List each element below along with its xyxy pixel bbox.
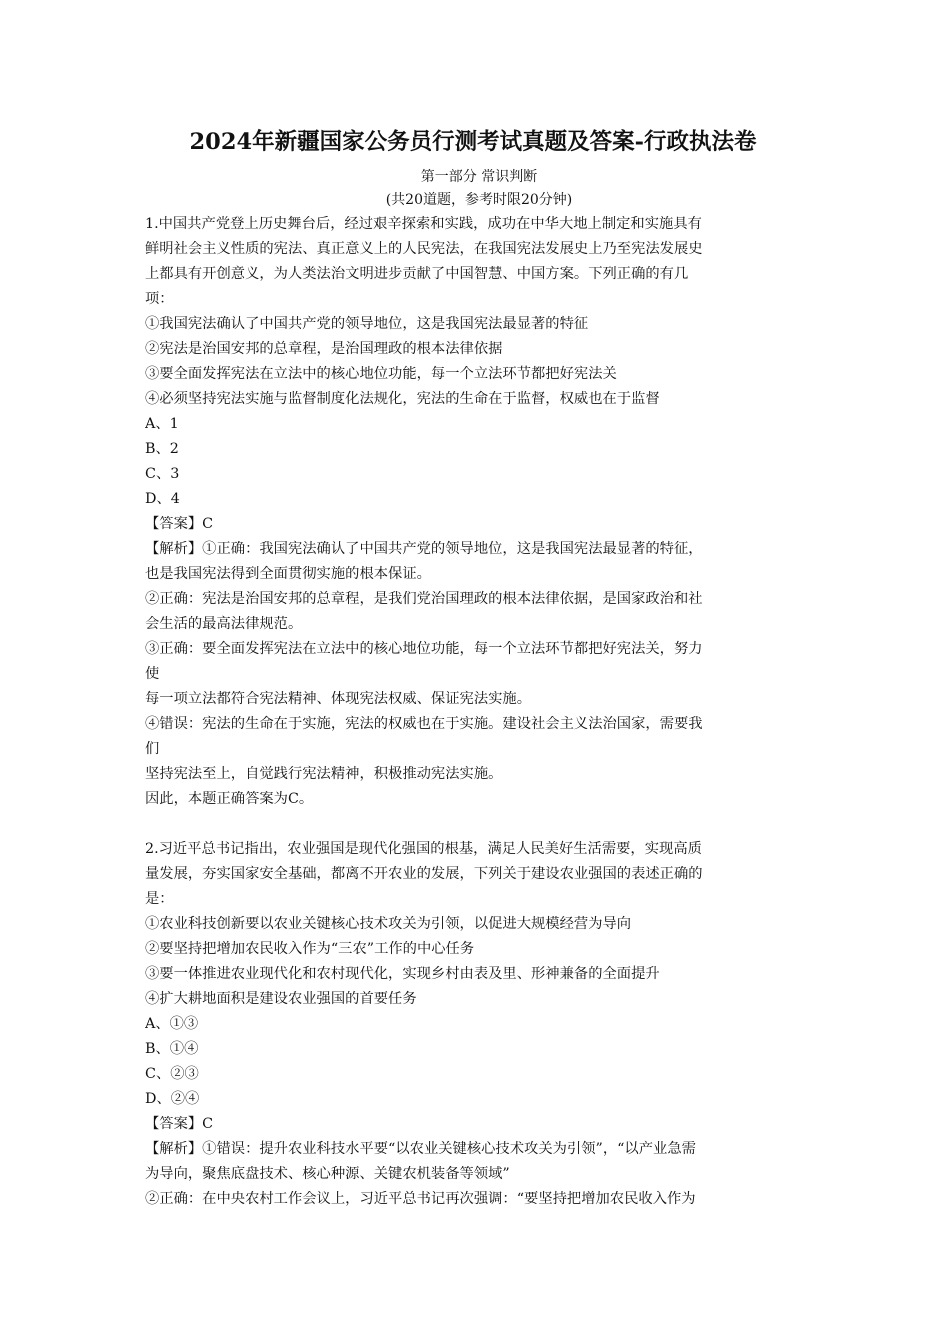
text-line: 上都具有开创意义，为人类法治文明进步贡献了中国智慧、中国方案。下列正确的有几 — [145, 266, 689, 282]
text-line: 【解析】①正确：我国宪法确认了中国共产党的领导地位，这是我国宪法最显著的特征， — [145, 541, 703, 557]
text-line: 为导向，聚焦底盘技术、核心种源、关键农机装备等领域” — [145, 1166, 510, 1182]
text-line: 项： — [145, 291, 174, 307]
text-line: ②宪法是治国安邦的总章程，是治国理政的根本法律依据 — [145, 341, 503, 357]
text-line: 是： — [145, 891, 174, 907]
document-body — [145, 212, 813, 1212]
text-line: ③要全面发挥宪法在立法中的核心地位功能，每一个立法环节都把好宪法关 — [145, 366, 617, 382]
text-line: A、①③ — [145, 1016, 199, 1032]
text-line: C、3 — [145, 466, 180, 482]
text-line: ③正确：要全面发挥宪法在立法中的核心地位功能，每一个立法环节都把好宪法关，努力 — [145, 641, 703, 657]
text-line: B、2 — [145, 441, 179, 457]
text-line: 【解析】①错误：提升农业科技水平要“以农业关键核心技术攻关为引领”，“以产业急需 — [145, 1141, 696, 1157]
text-line: 使 — [145, 666, 160, 682]
section-heading: 第一部分 常识判断 — [420, 169, 538, 185]
text-line: 2.习近平总书记指出，农业强国是现代化强国的根基，满足人民美好生活需要，实现高质 — [145, 841, 702, 857]
text-line: 们 — [145, 741, 160, 757]
text-line: ③要一体推进农业现代化和农村现代化，实现乡村由表及里、形神兼备的全面提升 — [145, 966, 660, 982]
text-line: D、4 — [145, 491, 180, 507]
text-line: 1.中国共产党登上历史舞台后，经过艰辛探索和实践，成功在中华大地上制定和实施具有 — [145, 216, 702, 232]
section-note: (共20道题，参考时限20分钟) — [385, 192, 573, 208]
blank-line — [145, 812, 813, 837]
text-line: ②正确：宪法是治国安邦的总章程，是我们党治国理政的根本法律依据，是国家政治和社 — [145, 591, 703, 607]
text-line: ②正确：在中央农村工作会议上，习近平总书记再次强调：“要坚持把增加农民收入作为 — [145, 1191, 696, 1207]
text-line: 量发展，夯实国家安全基础，都离不开农业的发展，下列关于建设农业强国的表述正确的 — [145, 866, 703, 882]
text-line: ④扩大耕地面积是建设农业强国的首要任务 — [145, 991, 417, 1007]
text-line: 也是我国宪法得到全面贯彻实施的根本保证。 — [145, 566, 431, 582]
text-line: 坚持宪法至上，自觉践行宪法精神，积极推动宪法实施。 — [145, 766, 503, 782]
text-line: 每一项立法都符合宪法精神、体现宪法权威、保证宪法实施。 — [145, 691, 532, 707]
text-line: B、①④ — [145, 1041, 199, 1057]
text-line: 【答案】C — [145, 516, 214, 532]
text-line: ①农业科技创新要以农业关键核心技术攻关为引领，以促进大规模经营为导向 — [145, 916, 632, 932]
text-line: A、1 — [145, 416, 179, 432]
document-page — [145, 120, 813, 1212]
text-line: 【答案】C — [145, 1116, 214, 1132]
text-line: ②要坚持把增加农民收入作为“三农”工作的中心任务 — [145, 941, 475, 957]
text-line: D、②④ — [145, 1091, 200, 1107]
text-line: ①我国宪法确认了中国共产党的领导地位，这是我国宪法最显著的特征 — [145, 316, 589, 332]
text-line: 因此，本题正确答案为C。 — [145, 791, 314, 807]
text-line: 鲜明社会主义性质的宪法、真正意义上的人民宪法，在我国宪法发展史上乃至宪法发展史 — [145, 241, 703, 257]
document-title: 2024年新疆国家公务员行测考试真题及答案-行政执法卷 — [189, 129, 757, 155]
text-line: C、②③ — [145, 1066, 199, 1082]
text-line: ④必须坚持宪法实施与监督制度化法规化，宪法的生命在于监督，权威也在于监督 — [145, 391, 660, 407]
text-line: 会生活的最高法律规范。 — [145, 616, 303, 632]
text-line: ④错误：宪法的生命在于实施，宪法的权威也在于实施。建设社会主义法治国家，需要我 — [145, 716, 703, 732]
